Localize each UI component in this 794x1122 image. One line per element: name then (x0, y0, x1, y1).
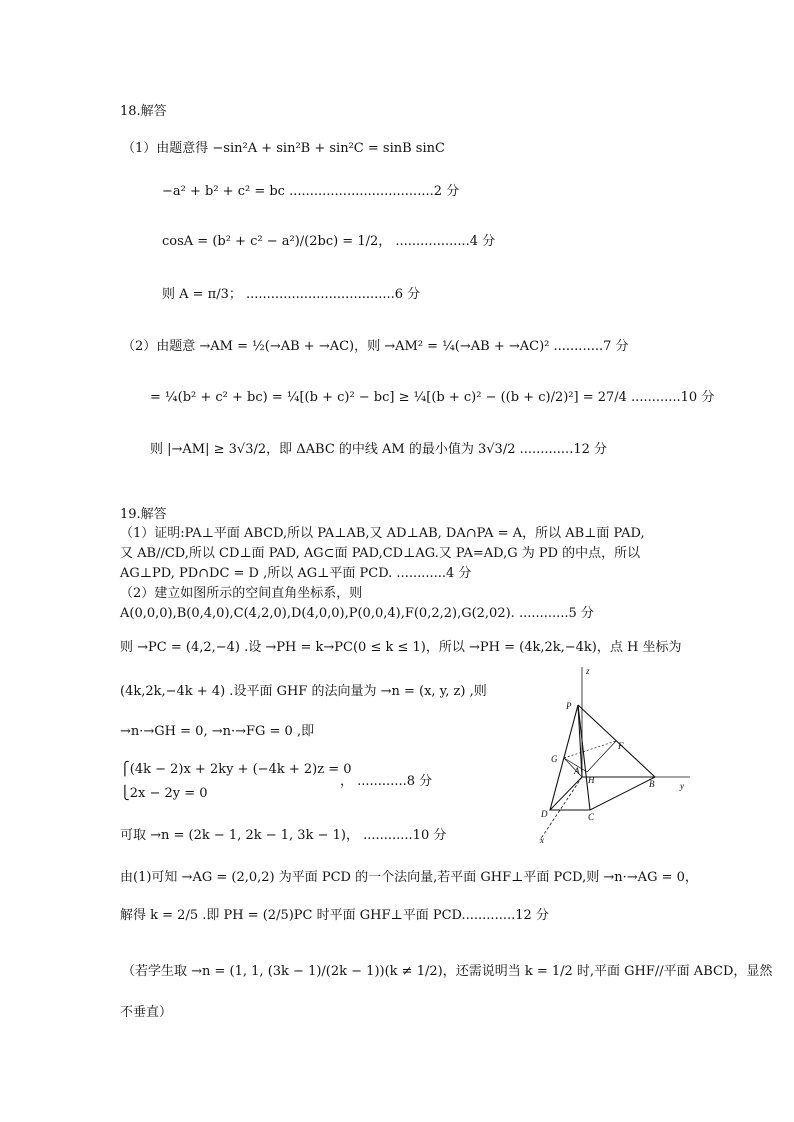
label-a: A (574, 766, 580, 776)
q19-line-13: （若学生取 →n = (1, 1, (3k − 1)/(2k − 1))(k ≠ 1/2)，还需说明当 k = 1/2 时,平面 GHF//平面 ABCD，显然 (122, 964, 773, 979)
q18-line-6: = ¼(b² + c² + bc) = ¼[(b + c)² − bc] ≥ ¼[(b + c)² − ((b + c)/2)²] = 27/4 ............10 分 (150, 390, 715, 405)
pyramid-diagram (520, 665, 700, 845)
edge-pc (578, 705, 590, 810)
q18-line-5: （2）由题意 →AM = ½(→AB + →AC)，则 →AM² = ¼(→AB + →AC)² ............7 分 (122, 339, 629, 354)
q19-line-1: （1）证明:PA⊥平面 ABCD,所以 PA⊥AB,又 AD⊥AB, DA∩PA = A，所以 AB⊥面 PAD, (120, 526, 645, 541)
q18-line-7: 则 |→AM| ≥ 3√3/2，即 ΔABC 的中线 AM 的最小值为 3√3/2 .............12 分 (150, 442, 607, 457)
q19-line-14: 不垂直） (120, 1005, 173, 1020)
edge-pb (578, 705, 655, 777)
label-d: D (541, 809, 548, 819)
segment-hf (587, 741, 616, 772)
q19-line-6: 则 →PC = (4,2,−4) .设 →PH = k→PC(0 ≤ k ≤ 1)，所以 →PH = (4k,2k,−4k)，点 H 坐标为 (120, 640, 682, 655)
label-c: C (588, 812, 595, 822)
q19-system-line-1: ⎧(4k − 2)x + 2ky + (−4k + 2)z = 0 (120, 762, 352, 777)
q19-line-10: 可取 →n = (2k − 1, 2k − 1, 3k − 1)， ............10 分 (120, 828, 447, 843)
label-h: H (588, 775, 595, 785)
label-y: y (680, 781, 684, 791)
label-p: P (566, 701, 572, 711)
label-z: z (586, 666, 590, 676)
label-b: B (649, 779, 655, 789)
q19-system-line-2: ⎩2x − 2y = 0 (120, 786, 208, 801)
q19-line-5: A(0,0,0),B(0,4,0),C(4,2,0),D(4,0,0),P(0,0,4),F(0,2,2),G(2,02). ............5 分 (120, 606, 594, 621)
label-g: G (551, 754, 558, 764)
q18-title: 18.解答 (120, 104, 167, 119)
q18-line-2: −a² + b² + c² = bc ...................................2 分 (162, 184, 460, 199)
q18-line-4: 则 A = π/3； ....................................6 分 (162, 287, 421, 302)
q19-line-11: 由(1)可知 →AG = (2,0,2) 为平面 PCD 的一个法向量,若平面 GHF⊥平面 PCD,则 →n·→AG = 0， (120, 870, 698, 885)
label-x: x (540, 835, 544, 845)
q18-line-3: cosA = (b² + c² − a²)/(2bc) = 1/2， ..................4 分 (162, 234, 496, 249)
q19-line-4: （2）建立如图所示的空间直角坐标系，则 (120, 586, 363, 601)
q19-line-12: 解得 k = 2/5 .即 PH = (2/5)PC 时平面 GHF⊥平面 PCD.............12 分 (120, 908, 549, 923)
q19-title: 19.解答 (120, 507, 167, 522)
q19-line-7: (4k,2k,−4k + 4) .设平面 GHF 的法向量为 →n = (x, y, z) ,则 (120, 684, 487, 699)
q19-system-score: ， ............8 分 (340, 774, 433, 789)
q19-line-8: →n·→GH = 0, →n·→FG = 0 ,即 (120, 724, 315, 739)
label-f: F (618, 741, 624, 751)
pyramid-figure (520, 665, 700, 845)
base-abcd (550, 777, 655, 810)
q19-line-3: AG⊥PD, PD∩DC = D ,所以 AG⊥平面 PCD. ............4 分 (120, 566, 472, 581)
q19-line-2: 又 AB//CD,所以 CD⊥面 PAD, AG⊂面 PAD,CD⊥AG.又 PA=AD,G 为 PD 的中点，所以 (120, 546, 641, 561)
q18-line-1: （1）由题意得 −sin²A + sin²B + sin²C = sinB sinC (122, 141, 445, 156)
